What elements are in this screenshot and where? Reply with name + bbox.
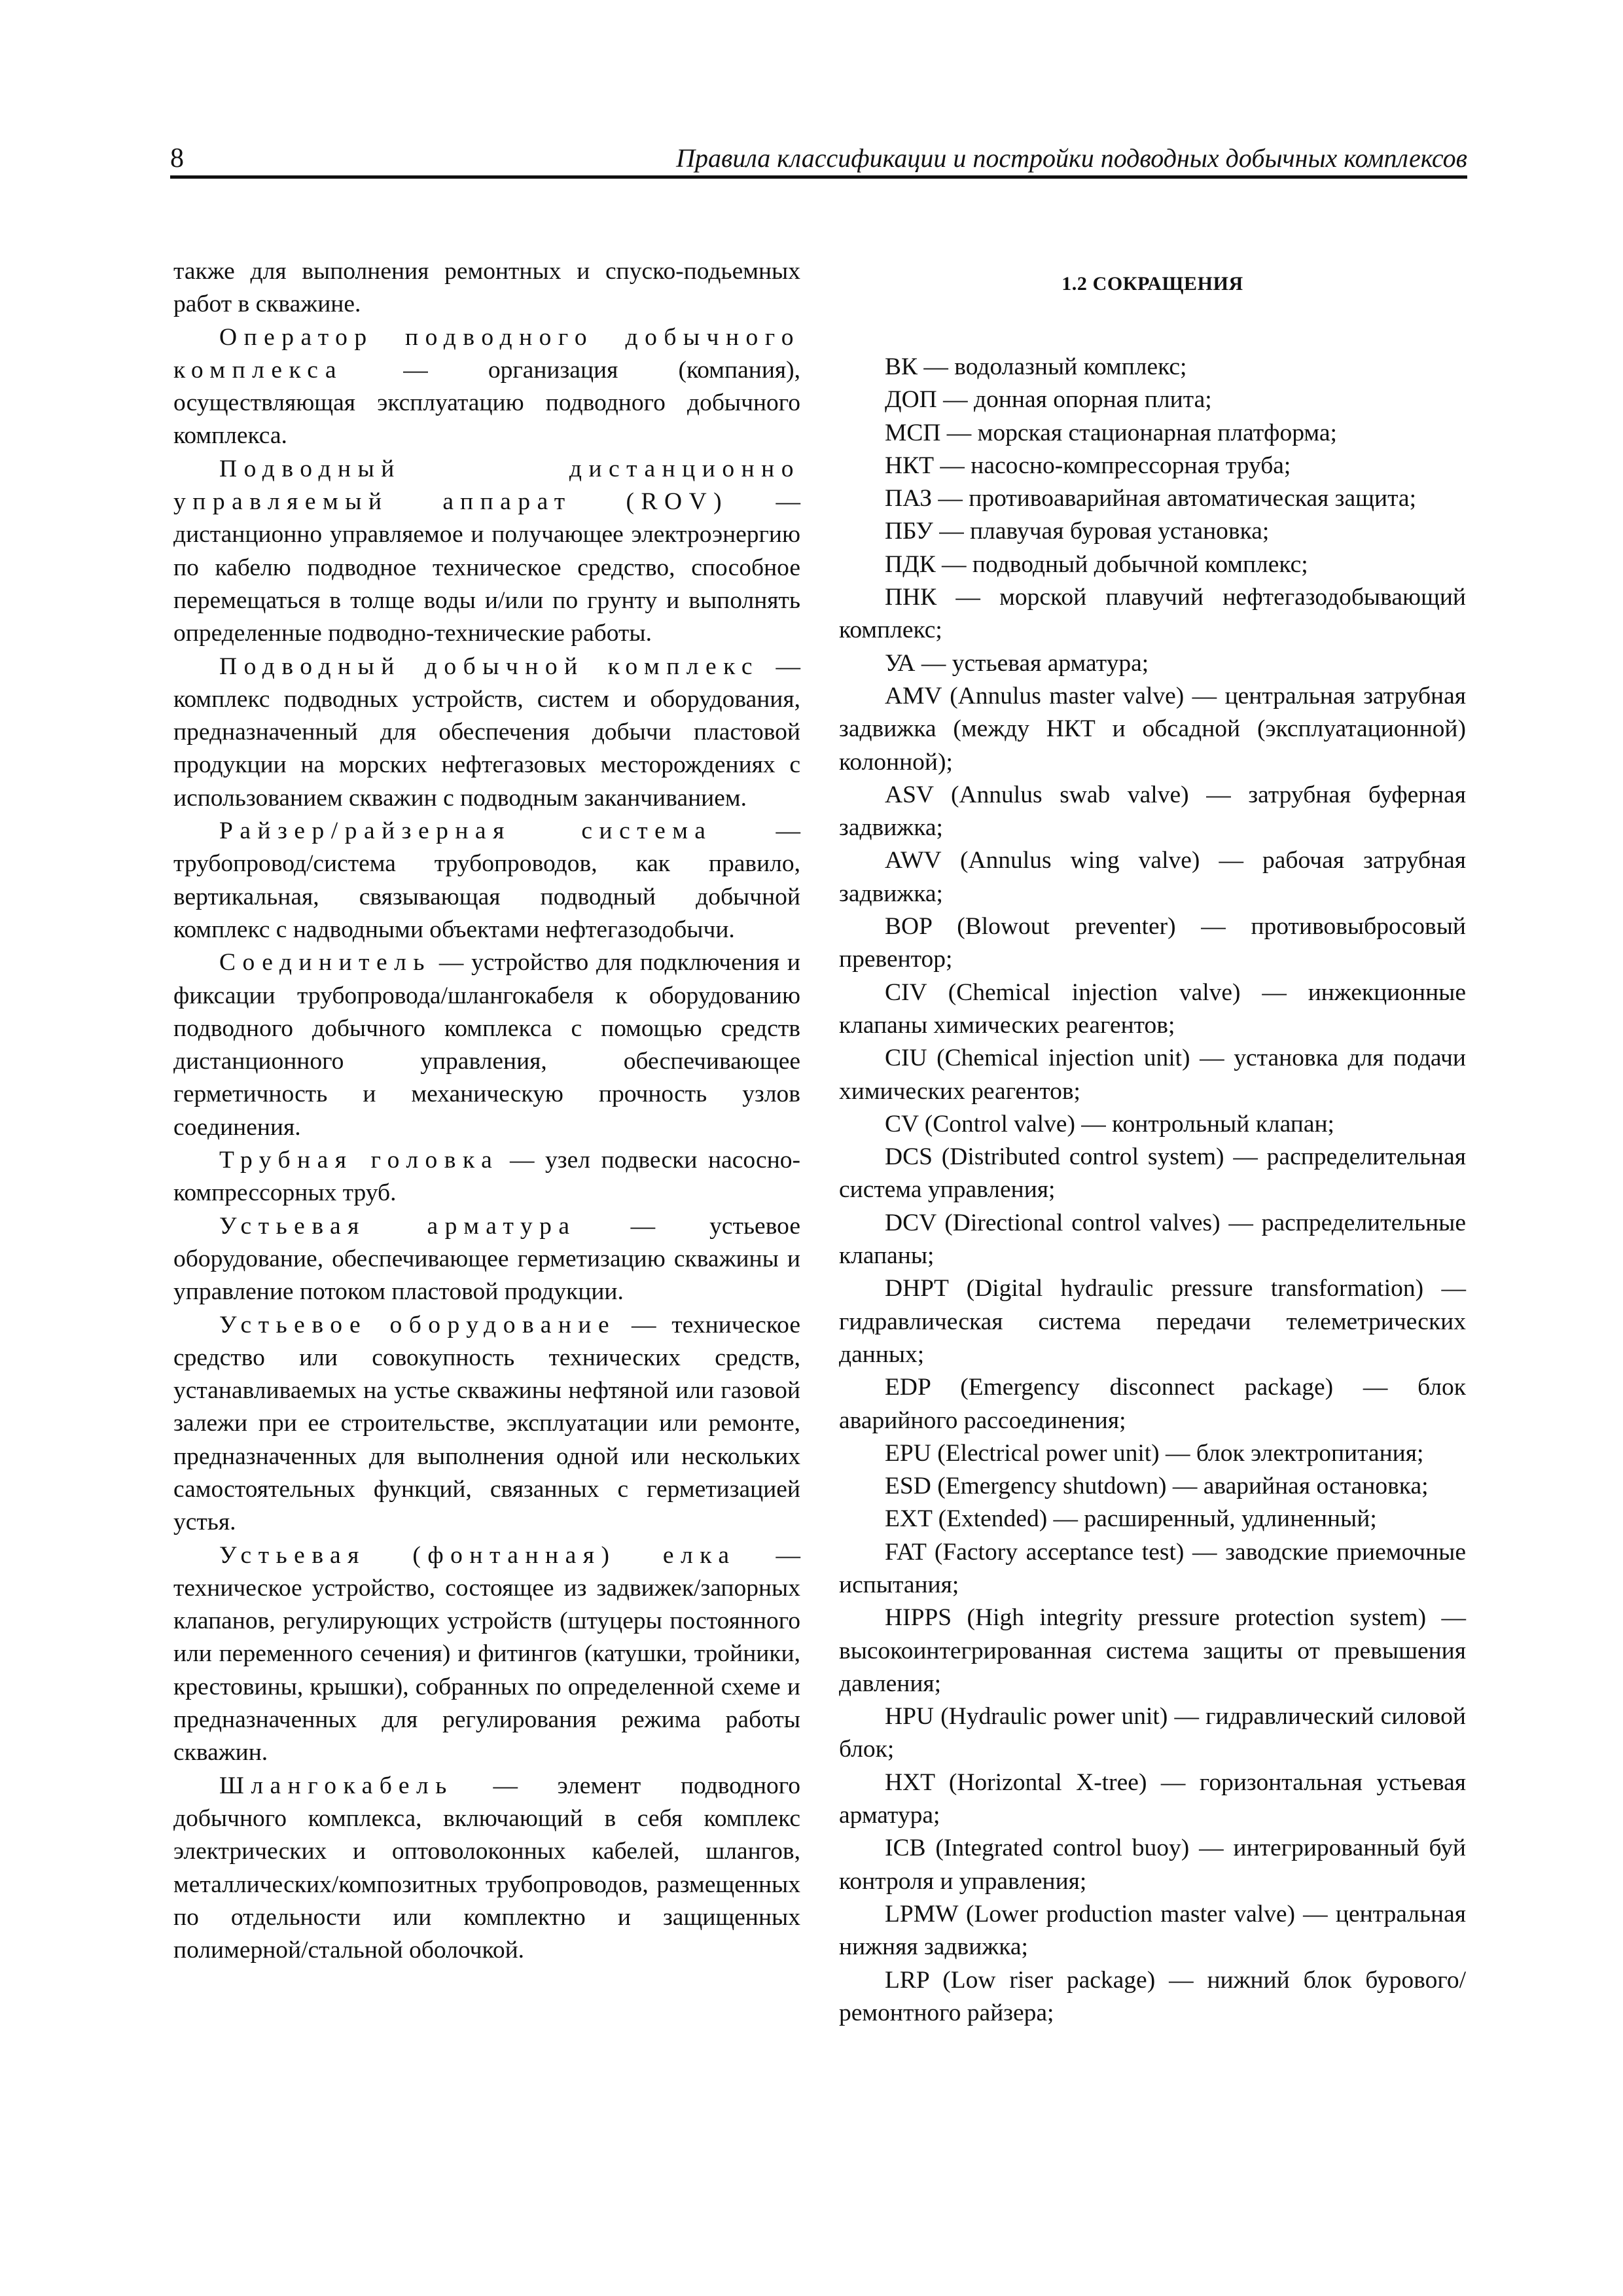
right-column: [839, 255, 1466, 2030]
definition-term: Райзер/райзерная система: [219, 817, 713, 845]
definition-item: [173, 1144, 800, 1210]
abbreviation-item: EPU (Electrical power unit) — блок электропитания;: [885, 1439, 1424, 1467]
definition-term: Шлангокабель: [219, 1772, 454, 1799]
definition-term: Оператор подводного добычного комплекса: [173, 323, 800, 384]
abbreviation-item: CIV (Chemical injection valve) — инжекционные клапаны химических реагентов;: [839, 978, 1466, 1039]
abbreviation-item: УА — устьевая арматура;: [885, 649, 1149, 677]
abbreviation-item: EDP (Emergency disconnect package) — блок аварийного рассоединения;: [839, 1374, 1466, 1434]
abbreviation-item: ПДК — подводный добычной комплекс;: [885, 550, 1308, 578]
definition-text: — устьевое оборудование, обеспечивающее герметизацию скважины и управление потоком пластовой продукции.: [173, 1212, 800, 1306]
definition-item: [173, 1770, 800, 1967]
abbreviation-item: LPMW (Lower production master valve) — центральная нижняя задвижка;: [839, 1900, 1466, 1961]
abbreviation-item: HIPPS (High integrity pressure protection system) — высокоинтегрированная система защиты от превышения давления;: [839, 1604, 1466, 1697]
definition-item: [173, 453, 800, 651]
abbreviation-item: ПНК — морской плавучий нефтегазодобывающий комплекс;: [839, 584, 1466, 644]
abbreviation-item: ПБУ — плавучая буровая установка;: [885, 518, 1270, 545]
definition-text: — устройство для подключения и фиксации трубопровода/шлангокабеля к оборудованию подводного добычного комплекса с помощью средств дистанционного управления, обеспечивающее герметичность и механическую прочность узлов соединения.: [173, 949, 800, 1141]
definition-term: Устьевая арматура: [219, 1212, 577, 1240]
running-title: Правила классификации и постройки подводных добычных комплексов: [676, 143, 1467, 173]
abbreviation-item: CV (Control valve) — контрольный клапан;: [885, 1110, 1334, 1138]
abbreviation-item: ВК — водолазный комплекс;: [885, 353, 1187, 380]
page-number: 8: [170, 143, 184, 173]
abbreviation-item: LRP (Low riser package) — нижний блок бурового/ремонтного райзера;: [839, 1966, 1466, 2026]
definition-item: [173, 946, 800, 1144]
definition-text: — дистанционно управляемое и получающее электроэнергию по кабелю подводное техническое средство, способное перемещаться в толще воды и/или по грунту и выполнять определенные подводно-технические работы.: [173, 488, 800, 647]
definition-item: [173, 321, 800, 453]
abbreviation-item: DCV (Directional control valves) — распределительные клапаны;: [839, 1209, 1466, 1270]
abbreviations-list: [839, 351, 1466, 2030]
definition-item: [173, 1210, 800, 1309]
definition-term: Подводный добычной комплекс: [219, 653, 760, 680]
definition-term: Соединитель: [219, 949, 432, 977]
definition-text: — техническое средство или совокупность технических средств, устанавливаемых на устье скважины нефтяной или газовой залежи при ее строительстве, эксплуатации или ремонте, предназначенных для выполнения одной или нескольких самостоятельных функций, связанных с герметизацией устья.: [173, 1311, 800, 1536]
abbreviation-item: ДОП — донная опорная плита;: [885, 386, 1212, 414]
definitions-list: [173, 321, 800, 1967]
definition-text: — элемент подводного добычного комплекса, включающий в себя комплекс электрических и оптоволоконных кабелей, шлангов, металлических/композитных трубопроводов, размещенных по отдельности или комплектно и защищенных полимерной/стальной оболочкой.: [173, 1772, 800, 1964]
definition-text: — организация (компания), осуществляющая эксплуатацию подводного добычного комплекса.: [173, 356, 800, 450]
definition-text: — трубопровод/система трубопроводов, как правило, вертикальная, связывающая подводный добычной комплекс с надводными объектами нефтегазодобычи.: [173, 817, 800, 943]
abbreviation-item: EXT (Extended) — расширенный, удлиненный;: [885, 1505, 1377, 1533]
abbreviation-item: DHPT (Digital hydraulic pressure transformation) — гидравлическая система передачи телеметрических данных;: [839, 1275, 1466, 1368]
abbreviation-item: FAT (Factory acceptance test) — заводские приемочные испытания;: [839, 1538, 1466, 1598]
definition-text: — техническое устройство, состоящее из задвижек/запорных клапанов, регулирующих устройств (штуцеры постоянного или переменного сечения) и фитингов (катушки, тройники, крестовины, крышки), собранных по определенной схеме и предназначенных для регулирования режима работы скважин.: [173, 1541, 800, 1767]
definition-term: Устьевое оборудование: [219, 1311, 616, 1338]
abbreviation-item: ICB (Integrated control buoy) — интегрированный буй контроля и управления;: [839, 1835, 1466, 1895]
abbreviation-item: ASV (Annulus swab valve) — затрубная буферная задвижка;: [839, 781, 1466, 842]
definition-term: Подводный дистанционно управляемый аппарат (ROV): [173, 455, 800, 516]
abbreviation-item: НКТ — насосно-компрессорная труба;: [885, 452, 1291, 479]
abbreviation-item: HPU (Hydraulic power unit) — гидравлический силовой блок;: [839, 1703, 1466, 1763]
definition-text: — узел подвески насосно-компрессорных труб.: [173, 1147, 801, 1207]
abbreviation-item: ПАЗ — противоаварийная автоматическая защита;: [885, 485, 1416, 512]
left-column: [173, 255, 800, 1967]
definition-item: [173, 1309, 800, 1539]
abbreviation-item: AWV (Annulus wing valve) — рабочая затрубная задвижка;: [839, 847, 1466, 907]
definition-item: [173, 651, 800, 815]
abbreviation-item: ESD (Emergency shutdown) — аварийная остановка;: [885, 1473, 1429, 1500]
abbreviation-item: HXT (Horizontal X-tree) — горизонтальная устьевая арматура;: [839, 1768, 1466, 1829]
abbreviation-item: BOP (Blowout preventer) — противовыбросовый превентор;: [839, 913, 1466, 973]
continuation-paragraph: также для выполнения ремонтных и спуско-подьемных работ в скважине.: [173, 258, 800, 318]
abbreviation-item: МСП — морская стационарная платформа;: [885, 419, 1337, 446]
definition-item: [173, 1539, 800, 1770]
definition-text: — комплекс подводных устройств, систем и оборудования, предназначенный для обеспечения добычи пластовой продукции на морских нефтегазовых месторождениях с использованием скважин с подводным заканчиванием.: [173, 653, 800, 812]
section-title: 1.2 СОКРАЩЕНИЯ: [1061, 273, 1243, 295]
header-rule: [170, 175, 1467, 179]
abbreviation-item: AMV (Annulus master valve) — центральная затрубная задвижка (между НКТ и обсадной (эксплуатационной) колонной);: [839, 682, 1466, 776]
abbreviation-item: CIU (Chemical injection unit) — установка для подачи химических реагентов;: [839, 1045, 1466, 1105]
definition-term: Устьевая (фонтанная) елка: [219, 1541, 736, 1569]
abbreviation-item: DCS (Distributed control system) — распределительная система управления;: [839, 1143, 1466, 1204]
definition-term: Трубная головка: [219, 1147, 499, 1174]
definition-item: [173, 815, 800, 946]
